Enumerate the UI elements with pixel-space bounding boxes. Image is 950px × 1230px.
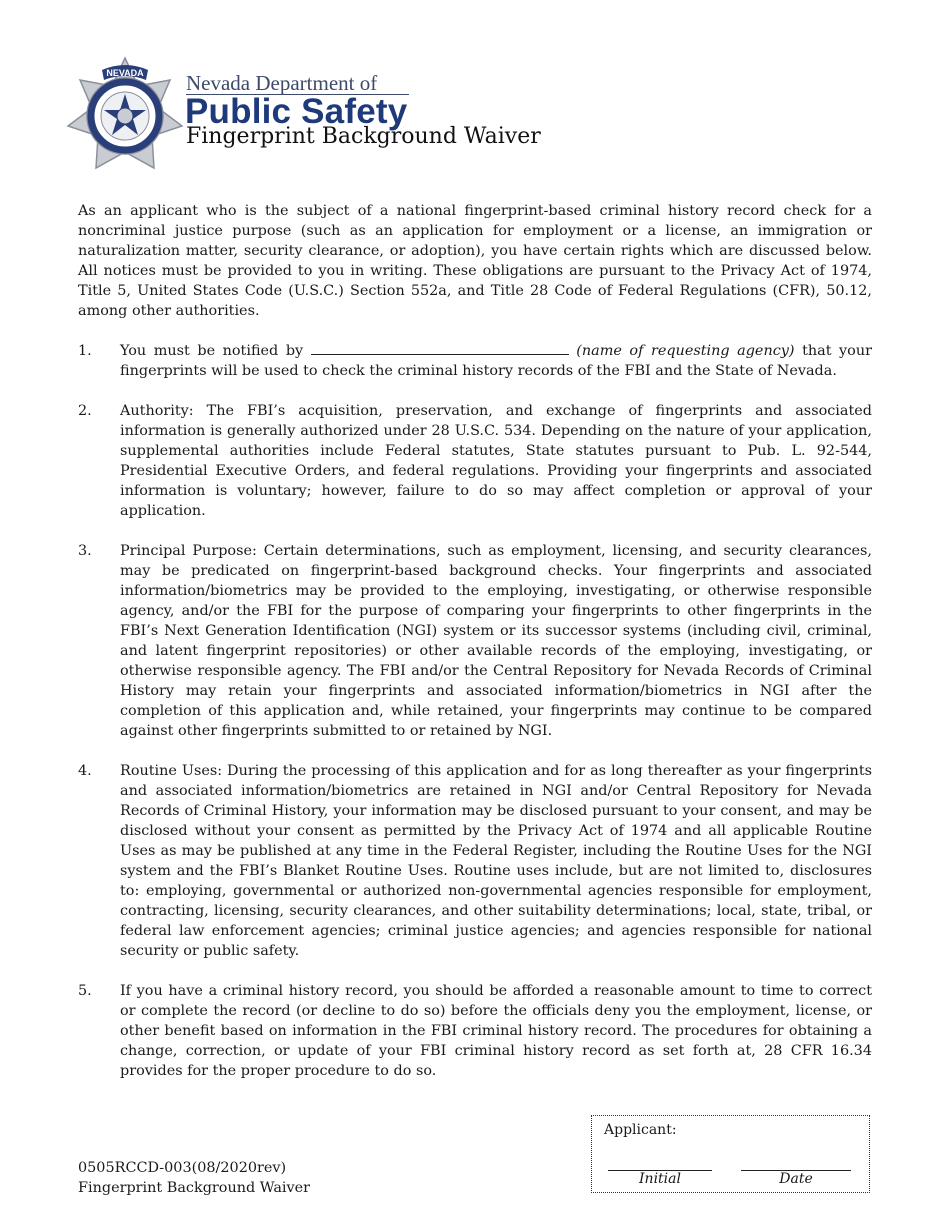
- applicant-label: Applicant:: [604, 1122, 677, 1138]
- item-number: 4.: [78, 763, 92, 779]
- nevada-dps-star-badge-icon: [66, 56, 184, 174]
- item-number: 3.: [78, 543, 92, 559]
- department-name: Nevada Department of: [186, 72, 409, 95]
- page-title: Fingerprint Background Waiver: [186, 124, 541, 149]
- document-header: [66, 56, 666, 176]
- item-number: 1.: [78, 343, 92, 359]
- list-item: [78, 541, 872, 741]
- list-item: [78, 401, 872, 521]
- item-text: Authority: The FBI’s acquisition, preservation, and exchange of fingerprints and associated information is generally authorized under 28 U.S.C. 534. Depending on the nature of your application, supplemental authorities include Federal statutes, State statutes pursuant to Pub. L. 92-544, Presidential Executive Orders, and federal regulations. Providing your fingerprints and associated information is voluntary; however, failure to do so may affect completion or approval of your application.: [120, 403, 872, 519]
- item-number: 5.: [78, 983, 92, 999]
- item-text: Routine Uses: During the processing of this application and for as long thereafter as your fingerprints and associated information/biometrics are retained in NGI and/or Central Repository for Nevada Records of Criminal History, your information may be disclosed pursuant to your consent, and may be disclosed without your consent as permitted by the Privacy Act of 1974 and all applicable Routine Uses as may be published at any time in the Federal Register, including the Routine Uses for the NGI system and the FBI’s Blanket Routine Uses. Routine uses include, but are not limited to, disclosures to: employing, governmental or authorized non-governmental agencies responsible for employment, contracting, licensing, security clearances, and other suitability determinations; local, state, tribal, or federal law enforcement agencies; criminal justice agencies; and agencies responsible for national security or public safety.: [120, 763, 872, 959]
- agency-name-hint: (name of requesting agency): [576, 343, 795, 359]
- initial-caption: Initial: [639, 1171, 681, 1187]
- form-footer: [78, 1158, 310, 1198]
- list-item: [78, 341, 872, 381]
- form-name: Fingerprint Background Waiver: [78, 1180, 311, 1196]
- applicant-signature-box: [591, 1115, 870, 1193]
- seal-top-text: NEVADA: [106, 68, 144, 78]
- list-item: [78, 981, 872, 1081]
- date-caption: Date: [779, 1171, 813, 1187]
- item-text: If you have a criminal history record, you should be afforded a reasonable amount to time to correct or complete the record (or decline to do so) before the officials deny you the employment, license, or other benefit based on information in the FBI criminal history record. The procedures for obtaining a change, correction, or update of your FBI criminal history record as set forth at, 28 CFR 16.34 provides for the proper procedure to do so.: [120, 983, 872, 1079]
- form-number: 0505RCCD-003(08/2020rev): [78, 1160, 287, 1176]
- item-text: You must be notified by (name of requesting agency) that your fingerprints will be used to check the criminal history records of the FBI and the State of Nevada.: [120, 343, 872, 379]
- agency-name: Public Safety: [185, 92, 408, 131]
- item-number: 2.: [78, 403, 92, 419]
- agency-name-blank[interactable]: [311, 341, 569, 355]
- intro-paragraph: As an applicant who is the subject of a national fingerprint-based criminal history record check for a noncriminal justice purpose (such as an application for employment or a license, an immigration or naturalization matter, security clearance, or adoption), you have certain rights which are discussed below. All notices must be provided to you in writing. These obligations are pursuant to the Privacy Act of 1974, Title 5, United States Code (U.S.C.) Section 552a, and Title 28 Code of Federal Regulations (CFR), 50.12, among other authorities.: [78, 203, 872, 319]
- rights-list: [78, 341, 872, 1101]
- item-text: Principal Purpose: Certain determinations, such as employment, licensing, and security clearances, may be predicated on fingerprint-based background checks. Your fingerprints and associated information/biometrics may be provided to the employing, investigating, or otherwise responsible agency, and/or the FBI for the purpose of comparing your fingerprints to other fingerprints in the FBI’s Next Generation Identification (NGI) system or its successor systems (including civil, criminal, and latent fingerprint repositories) or other available records of the employing, investigating, or otherwise responsible agency. The FBI and/or the Central Repository for Nevada Records of Criminal History may retain your fingerprints and associated information/biometrics in NGI after the completion of this application and, while retained, your fingerprints may continue to be compared against other fingerprints submitted to or retained by NGI.: [120, 543, 872, 739]
- list-item: [78, 761, 872, 961]
